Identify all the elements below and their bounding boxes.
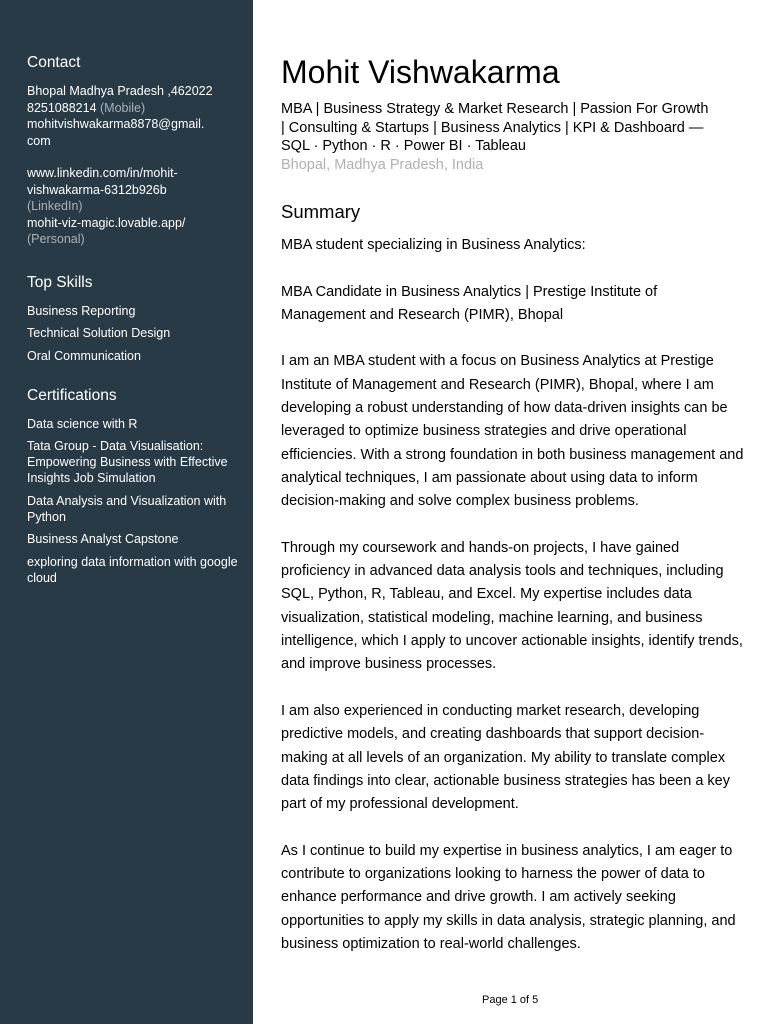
summary-paragraph: I am an MBA student with a focus on Business Analytics at Prestige Institute of Management and Research (PIMR), Bhopal, where I am developing a robust understanding of how data-driven insights can be leveraged to optimize business strategies and drive operational efficiencies. With a strong foundation in both business management and analytical techniques, I am passionate about using data to inform decision-making and solve complex business problems. — [281, 353, 744, 510]
phone-number[interactable]: 8251088214 — [27, 100, 97, 115]
summary-heading: Summary — [281, 201, 361, 222]
top-skills-heading: Top Skills — [27, 273, 93, 291]
contact-heading: Contact — [27, 54, 81, 71]
summary-paragraph: Through my coursework and hands-on projects, I have gained proficiency in advanced data analysis tools and techniques, including SQL, Python, R, Tableau, and Excel. My expertise includes data visualization, statistical modeling, machine learning, and business intelligence, which I apply to uncover actionable insights, identify trends, and improve business processes. — [281, 539, 743, 673]
phone-label: (Mobile) — [100, 100, 146, 115]
top-skills-section — [27, 274, 241, 364]
certification-item: Tata Group - Data Visualisation: Empowering Business with Effective Insights Job Simulation — [27, 439, 228, 485]
contact-linkedin[interactable] — [27, 165, 241, 198]
main-content — [281, 52, 745, 980]
certifications-heading: Certifications — [27, 386, 117, 404]
contact-section — [27, 54, 241, 248]
summary-paragraph: I am also experienced in conducting market research, developing predictive models, and creating dashboards that support decision-making at all levels of an organization. My ability to translate complex data findings into clear, actionable business strategies has been a key part of my professional development. — [281, 702, 730, 813]
email-line-1[interactable]: mohitvishwakarma8878@gmail. — [27, 117, 205, 131]
certification-item: Data Analysis and Visualization with Python — [27, 493, 227, 524]
skill-item: Oral Communication — [27, 348, 141, 363]
headline-line: | Consulting & Startups | Business Analytics | KPI & Dashboard — — [281, 119, 704, 136]
contact-address: Bhopal Madhya Pradesh ,462022 — [27, 84, 213, 98]
email-line-2[interactable]: com — [27, 133, 51, 148]
summary-paragraph: As I continue to build my expertise in business analytics, I am eager to contribute to organizations looking to harness the power of data to enhance performance and drive growth. I am actively seeking opportunities to apply my skills in data analysis, strategic planning, and business optimization to real-world challenges. — [281, 842, 736, 952]
contact-email[interactable] — [27, 116, 241, 149]
certification-item: Business Analyst Capstone — [27, 532, 179, 546]
summary-paragraph: MBA student specializing in Business Analytics: — [281, 237, 586, 253]
website-label: (Personal) — [27, 232, 85, 246]
contact-phone — [27, 100, 241, 117]
summary-paragraph: MBA Candidate in Business Analytics | Prestige Institute of Management and Research (PIMR), Bhopal — [281, 283, 658, 323]
skill-item: Business Reporting — [27, 303, 136, 318]
page-number: Page 1 of 5 — [482, 994, 539, 1006]
linkedin-label: (LinkedIn) — [27, 199, 83, 213]
headline-line: MBA | Business Strategy & Market Research | Passion For Growth — [281, 101, 709, 117]
location: Bhopal, Madhya Pradesh, India — [281, 156, 484, 173]
certifications-section — [27, 387, 241, 586]
contact-website[interactable]: mohit-viz-magic.lovable.app/ — [27, 215, 186, 230]
headline-line: SQL · Python · R · Power BI · Tableau — [281, 138, 526, 154]
certification-item: exploring data information with google cloud — [27, 554, 238, 585]
linkedin-line-2[interactable]: vishwakarma-6312b926b — [27, 182, 167, 197]
sidebar — [0, 0, 253, 1024]
skill-item: Technical Solution Design — [27, 326, 171, 340]
linkedin-line-1[interactable]: www.linkedin.com/in/mohit- — [27, 166, 178, 180]
headline — [281, 100, 745, 156]
page-title: Mohit Vishwakarma — [281, 54, 560, 90]
certification-item: Data science with R — [27, 416, 138, 431]
